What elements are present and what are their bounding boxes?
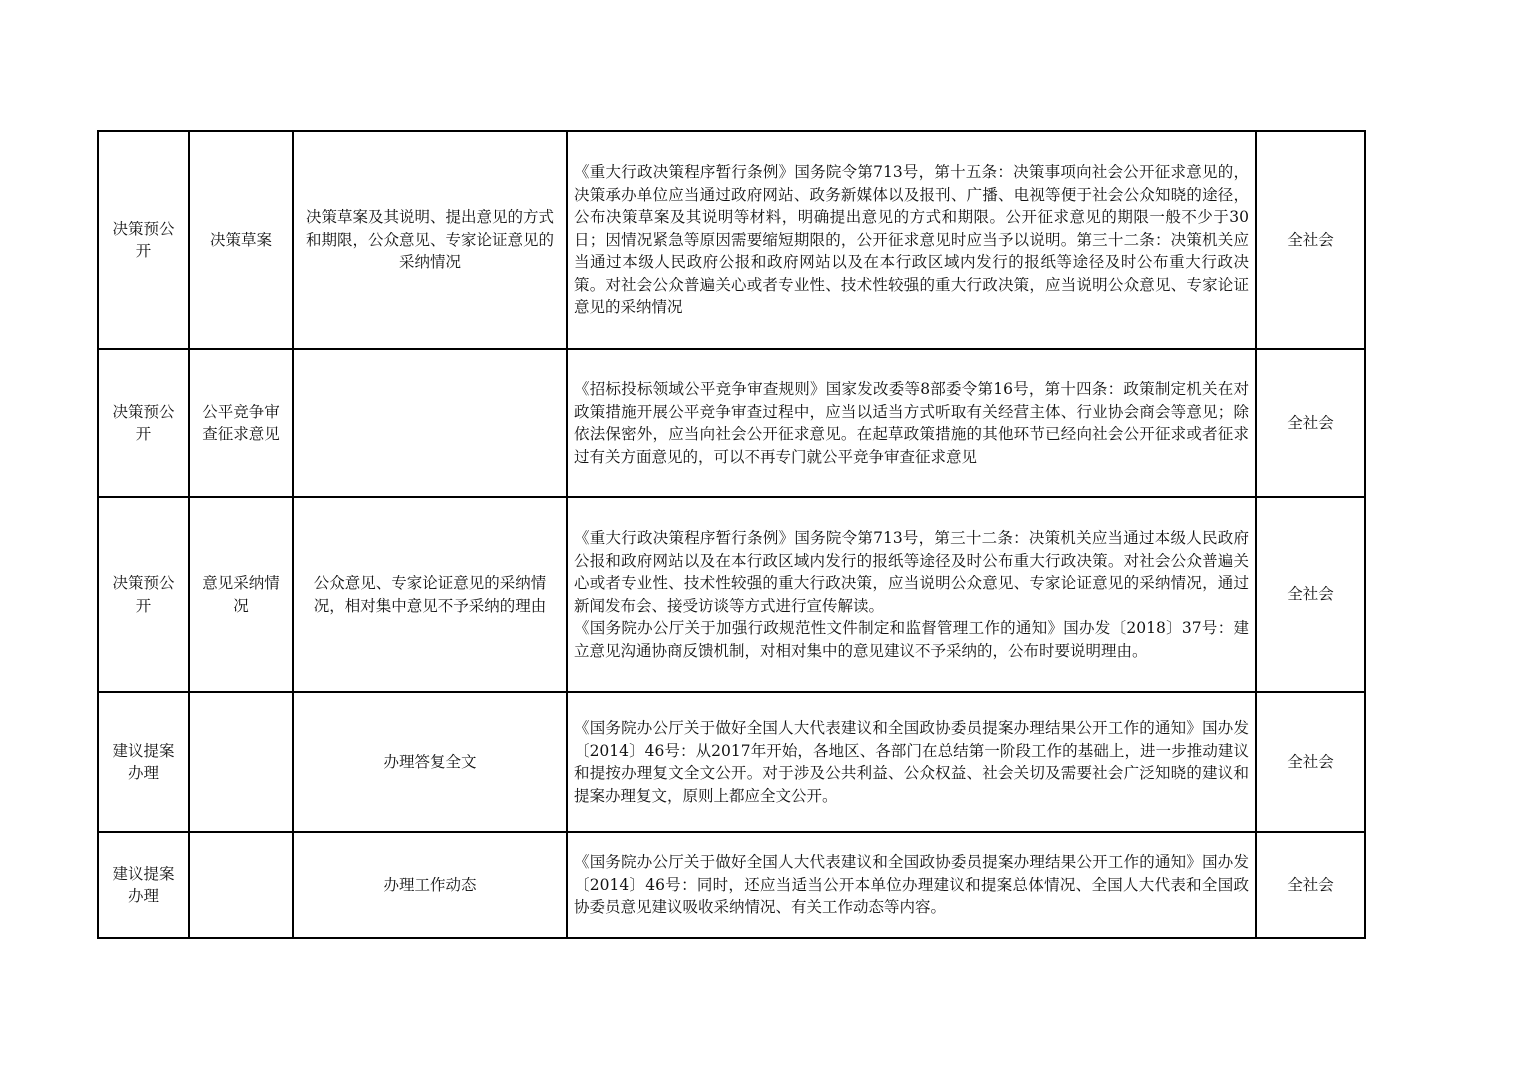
category-cell: 决策预公开 — [98, 349, 189, 497]
basis-cell — [567, 832, 1256, 938]
scope-cell: 全社会 — [1256, 692, 1365, 832]
basis-cell — [567, 131, 1256, 349]
item-cell: 公平竞争审查征求意见 — [189, 349, 293, 497]
item-cell: 决策草案 — [189, 131, 293, 349]
scope-cell: 全社会 — [1256, 131, 1365, 349]
category-cell: 建议提案办理 — [98, 832, 189, 938]
table-row — [98, 131, 1365, 349]
basis-paragraph: 《重大行政决策程序暂行条例》国务院令第713号，第十五条：决策事项向社会公开征求意见的，决策承办单位应当通过政府网站、政务新媒体以及报刊、广播、电视等便于社会公众知晓的途径，公布决策草案及其说明等材料，明确提出意见的方式和期限。公开征求意见的期限一般不少于30日；因情况紧急等原因需要缩短期限的，公开征求意见时应当予以说明。第三十二条：决策机关应当通过本级人民政府公报和政府网站以及在本行政区域内发行的报纸等途径及时公布重大行政决策。对社会公众普遍关心或者专业性、技术性较强的重大行政决策，应当说明公众意见、专家论证意见的采纳情况 — [574, 163, 1249, 317]
basis-paragraph: 《国务院办公厅关于做好全国人大代表建议和全国政协委员提案办理结果公开工作的通知》国办发〔2014〕46号：同时，还应当适当公开本单位办理建议和提案总体情况、全国人大代表和全国政协委员意见建议吸收采纳情况、有关工作动态等内容。 — [574, 853, 1249, 917]
category-cell: 决策预公开 — [98, 497, 189, 692]
scope-cell: 全社会 — [1256, 349, 1365, 497]
table-row — [98, 832, 1365, 938]
content-cell: 办理答复全文 — [293, 692, 567, 832]
scope-cell: 全社会 — [1256, 497, 1365, 692]
table-row — [98, 692, 1365, 832]
table-row — [98, 349, 1365, 497]
table-row — [98, 497, 1365, 692]
basis-paragraph: 《重大行政决策程序暂行条例》国务院令第713号，第三十二条：决策机关应当通过本级人民政府公报和政府网站以及在本行政区域内发行的报纸等途径及时公布重大行政决策。对社会公众普遍关心或者专业性、技术性较强的重大行政决策，应当说明公众意见、专家论证意见的采纳情况，通过新闻发布会、接受访谈等方式进行宣传解读。 — [574, 529, 1249, 615]
basis-cell — [567, 349, 1256, 497]
scope-cell: 全社会 — [1256, 832, 1365, 938]
content-cell: 决策草案及其说明、提出意见的方式和期限，公众意见、专家论证意见的采纳情况 — [293, 131, 567, 349]
basis-paragraph: 《国务院办公厅关于加强行政规范性文件制定和监督管理工作的通知》国办发〔2018〕37号：建立意见沟通协商反馈机制，对相对集中的意见建议不予采纳的，公布时要说明理由。 — [574, 619, 1249, 660]
content-cell: 办理工作动态 — [293, 832, 567, 938]
item-cell: 意见采纳情况 — [189, 497, 293, 692]
category-cell: 建议提案办理 — [98, 692, 189, 832]
category-cell: 决策预公开 — [98, 131, 189, 349]
item-cell — [189, 832, 293, 938]
item-cell — [189, 692, 293, 832]
content-cell — [293, 349, 567, 497]
basis-cell — [567, 692, 1256, 832]
basis-paragraph: 《招标投标领域公平竞争审查规则》国家发改委等8部委令第16号，第十四条：政策制定机关在对政策措施开展公平竞争审查过程中，应当以适当方式听取有关经营主体、行业协会商会等意见；除依法保密外，应当向社会公开征求意见。在起草政策措施的其他环节已经向社会公开征求或者征求过有关方面意见的，可以不再专门就公平竞争审查征求意见 — [574, 380, 1249, 466]
disclosure-table — [97, 130, 1366, 939]
content-cell: 公众意见、专家论证意见的采纳情况，相对集中意见不予采纳的理由 — [293, 497, 567, 692]
basis-cell — [567, 497, 1256, 692]
basis-paragraph: 《国务院办公厅关于做好全国人大代表建议和全国政协委员提案办理结果公开工作的通知》国办发〔2014〕46号：从2017年开始，各地区、各部门在总结第一阶段工作的基础上，进一步推动建议和提按办理复文全文公开。对于涉及公共利益、公众权益、社会关切及需要社会广泛知晓的建议和提案办理复文，原则上都应全文公开。 — [574, 719, 1249, 805]
